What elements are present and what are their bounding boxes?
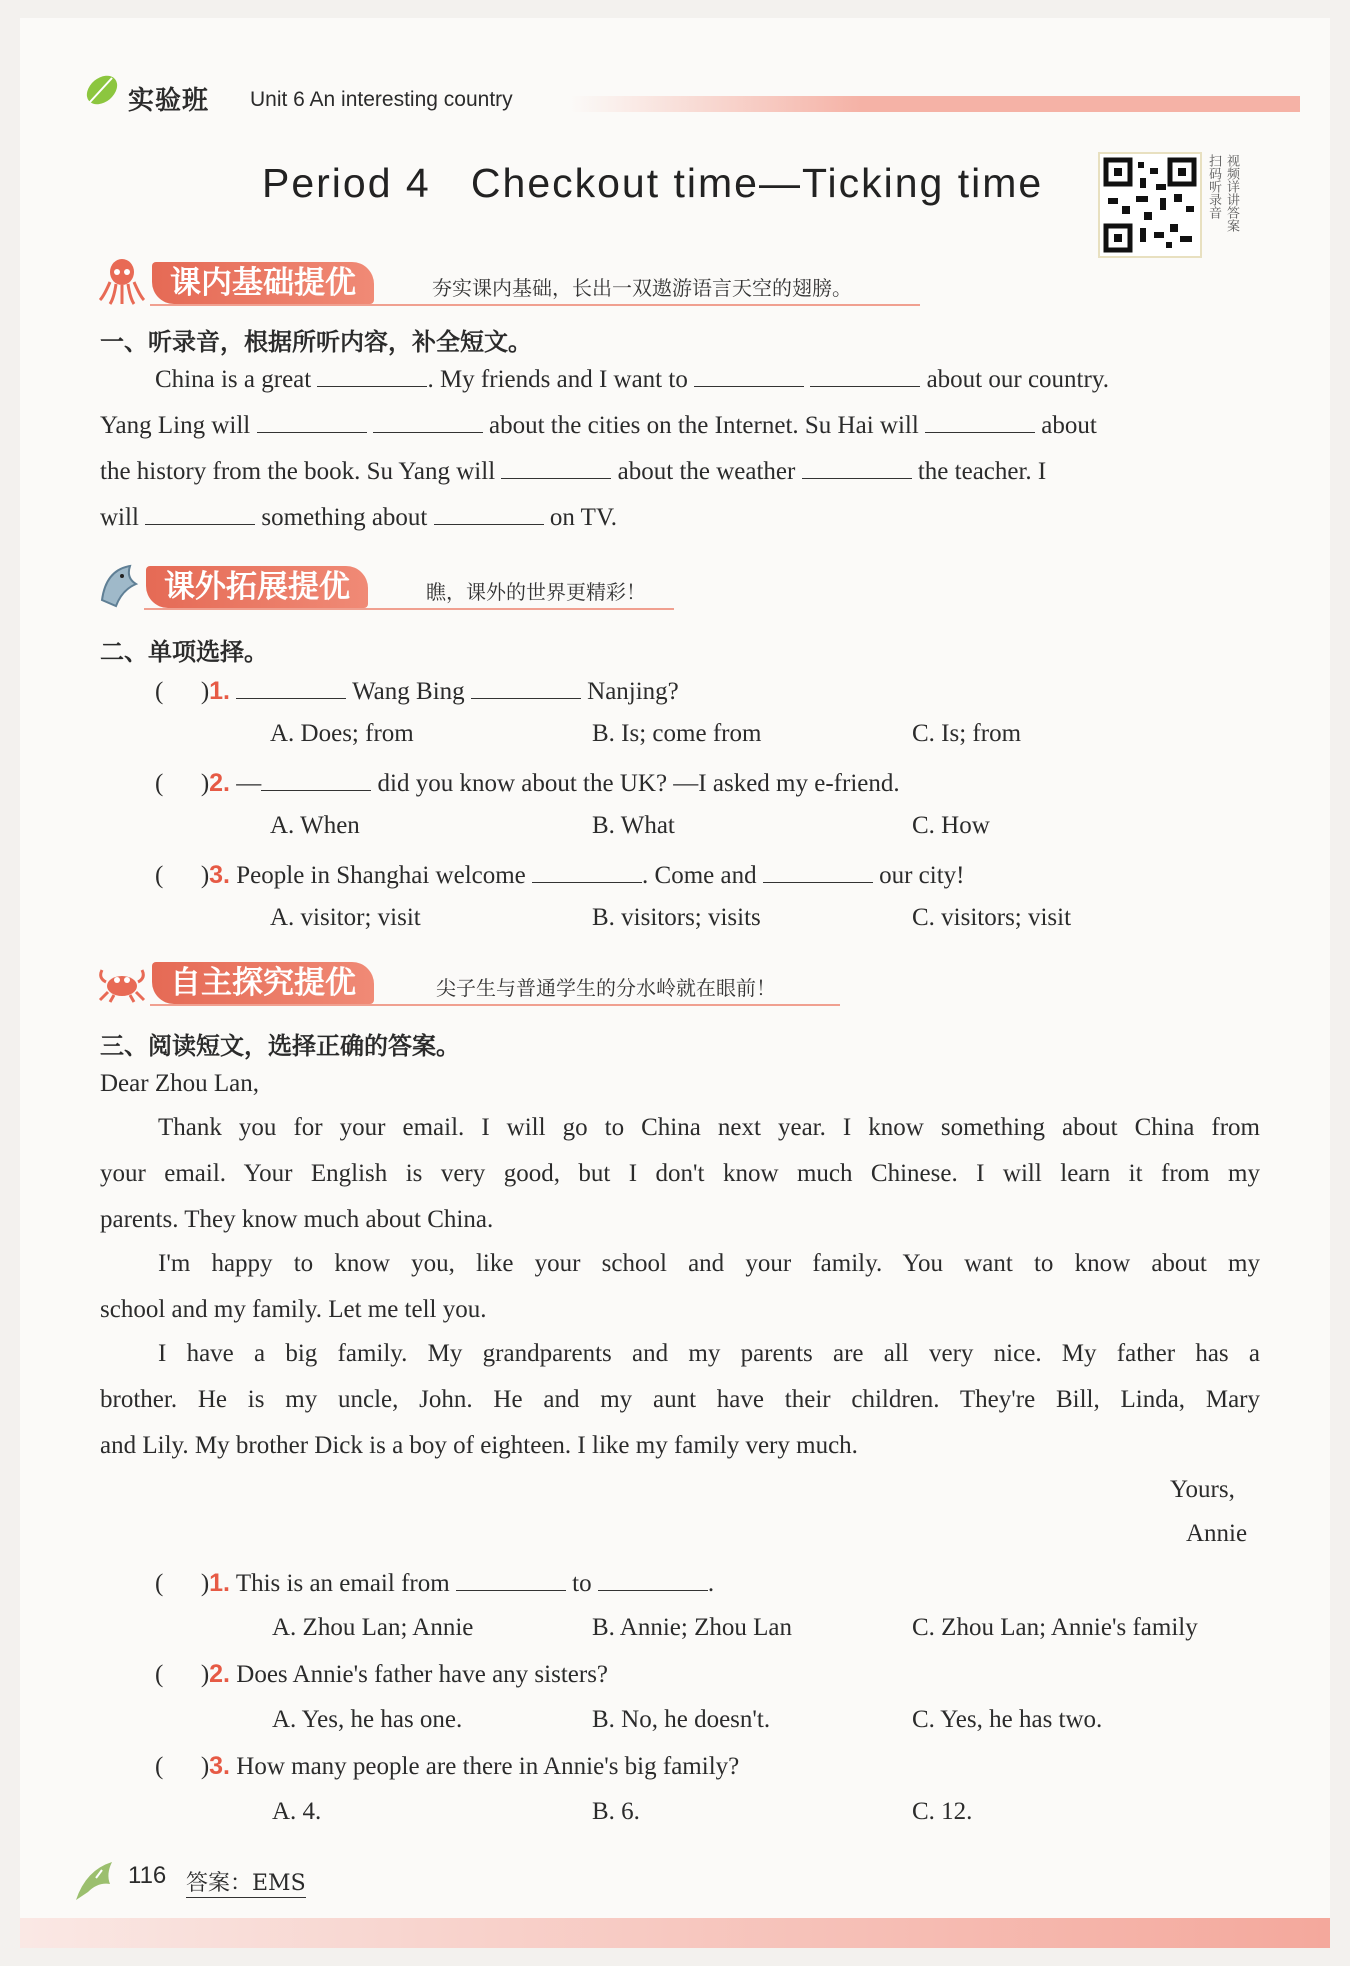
part1-line3 — [100, 456, 1046, 486]
blank-field[interactable] — [925, 410, 1035, 433]
letter-line: parents. They know much about China. — [100, 1206, 494, 1233]
letter-line: I have a big family. My grandparents and my parents are all very nice. My father has a — [158, 1340, 1260, 1367]
option-c[interactable]: C. Yes, he has two. — [912, 1706, 1103, 1733]
blank-field[interactable] — [501, 456, 611, 479]
unit-title: Unit 6 An interesting country — [250, 88, 513, 111]
option-b[interactable]: B. 6. — [592, 1798, 640, 1825]
topic-label: Checkout time—Ticking time — [470, 160, 1044, 206]
option-a[interactable]: A. Does; from — [270, 720, 414, 747]
section-note-extend: 瞧，课外的世界更精彩！ — [426, 580, 646, 604]
option-a[interactable]: A. Zhou Lan; Annie — [272, 1614, 474, 1641]
option-b[interactable]: B. What — [592, 812, 675, 839]
answer-bracket[interactable]: ( ) — [155, 862, 210, 889]
squid-icon — [96, 256, 148, 306]
part1-line4 — [100, 502, 617, 532]
blank-field[interactable] — [456, 1568, 566, 1591]
mc3-q3 — [155, 1752, 739, 1781]
page-number: 116 — [128, 1862, 167, 1889]
crab-icon — [96, 960, 148, 1004]
question-number: 3. — [209, 861, 231, 889]
option-b[interactable]: B. visitors; visits — [592, 904, 761, 931]
letter-line: and Lily. My brother Dick is a boy of eighteen. I like my family very much. — [100, 1432, 858, 1459]
blank-field[interactable] — [810, 364, 920, 387]
brand-name: 实验班 — [128, 86, 210, 116]
page-title — [262, 160, 1043, 207]
section-label-explore: 自主探究提优 — [152, 962, 374, 1004]
mc2-q1 — [155, 676, 679, 706]
mc2-q3 — [155, 860, 965, 890]
text: the history from the book. Su Yang will — [100, 458, 496, 485]
option-c[interactable]: C. Is; from — [912, 720, 1022, 747]
letter-sign-off: Yours, — [1170, 1476, 1235, 1503]
option-c[interactable]: C. Zhou Lan; Annie's family — [912, 1614, 1198, 1641]
letter-line: Thank you for your email. I will go to China next year. I know something about China from — [158, 1114, 1260, 1141]
letter-line: school and my family. Let me tell you. — [100, 1296, 487, 1323]
blank-field[interactable] — [802, 456, 912, 479]
section-note-basic: 夯实课内基础，长出一双遨游语言天空的翅膀。 — [432, 276, 852, 300]
option-a[interactable]: A. When — [270, 812, 360, 839]
mc3-q2 — [155, 1660, 608, 1689]
footer-band — [20, 1918, 1330, 1948]
blank-field[interactable] — [145, 502, 255, 525]
part1-line2 — [100, 410, 1097, 440]
letter-greeting: Dear Zhou Lan, — [100, 1070, 259, 1097]
blank-field[interactable] — [373, 410, 483, 433]
text: about our country. — [926, 366, 1109, 393]
letter-line: brother. He is my uncle, John. He and my aunt have their children. They're Bill, Linda, Mary — [100, 1386, 1260, 1413]
section-label-extend: 课外拓展提优 — [146, 566, 368, 608]
answer-code: 答案：EMS — [186, 1866, 306, 1898]
section-divider — [144, 608, 674, 610]
option-b[interactable]: B. Annie; Zhou Lan — [592, 1614, 792, 1641]
option-b[interactable]: B. No, he doesn't. — [592, 1706, 771, 1733]
blank-field[interactable] — [532, 860, 642, 883]
blank-field[interactable] — [694, 364, 804, 387]
part1-heading: 一、听录音，根据所听内容，补全短文。 — [100, 328, 532, 356]
part3-heading: 三、阅读短文，选择正确的答案。 — [100, 1032, 460, 1060]
text: our city! — [879, 862, 965, 889]
section-label-basic: 课内基础提优 — [152, 262, 374, 304]
letter-line: your email. Your English is very good, but I don't know much Chinese. I will learn it from my — [100, 1160, 1260, 1187]
blank-field[interactable] — [236, 676, 346, 699]
text: something about — [261, 504, 428, 531]
text: How many people are there in Annie's big family? — [236, 1753, 740, 1780]
answer-bracket[interactable]: ( ) — [155, 770, 210, 797]
text: Nanjing? — [587, 678, 679, 705]
question-number: 2. — [209, 769, 231, 797]
qr-side-text — [1206, 154, 1246, 232]
option-a[interactable]: A. visitor; visit — [270, 904, 421, 931]
part1-line1 — [155, 364, 1109, 394]
text: . — [707, 1570, 715, 1597]
letter-signature: Annie — [1186, 1520, 1248, 1547]
question-number: 3. — [209, 1752, 231, 1780]
answer-bracket[interactable]: ( ) — [155, 1753, 210, 1780]
text: on TV. — [549, 504, 618, 531]
text: This is an email from — [235, 1570, 450, 1597]
section-divider — [150, 1004, 840, 1006]
blank-field[interactable] — [261, 768, 371, 791]
period-label: Period 4 — [262, 160, 431, 206]
question-number: 1. — [209, 677, 231, 705]
option-c[interactable]: C. visitors; visit — [912, 904, 1072, 931]
blank-field[interactable] — [471, 676, 581, 699]
option-b[interactable]: B. Is; come from — [592, 720, 762, 747]
answer-bracket[interactable]: ( ) — [155, 1570, 210, 1597]
part2-heading: 二、单项选择。 — [100, 638, 268, 666]
text: . My friends and I want to — [427, 366, 688, 393]
qr-side-text-1: 扫码听录音 — [1206, 154, 1221, 219]
section-note-explore: 尖子生与普通学生的分水岭就在眼前！ — [436, 976, 776, 1000]
dolphin-icon — [72, 1856, 120, 1904]
blank-field[interactable] — [434, 502, 544, 525]
option-c[interactable]: C. How — [912, 812, 990, 839]
text: about — [1041, 412, 1097, 439]
option-a[interactable]: A. 4. — [272, 1798, 322, 1825]
question-number: 2. — [209, 1660, 231, 1688]
answer-bracket[interactable]: ( ) — [155, 1661, 210, 1688]
text: Yang Ling will — [100, 412, 251, 439]
option-c[interactable]: C. 12. — [912, 1798, 973, 1825]
letter-line: I'm happy to know you, like your school and your family. You want to know about my — [158, 1250, 1260, 1277]
qr-code-icon[interactable] — [1098, 152, 1202, 258]
text: China is a great — [155, 366, 312, 393]
header-stripe — [570, 96, 1300, 112]
text: . Come and — [642, 862, 757, 889]
mc3-q1 — [155, 1568, 714, 1598]
mc2-q2 — [155, 768, 900, 798]
text: the teacher. I — [917, 458, 1047, 485]
option-a[interactable]: A. Yes, he has one. — [272, 1706, 463, 1733]
text: will — [100, 504, 139, 531]
qr-side-text-2: 视频详讲答案 — [1224, 154, 1239, 232]
text: — — [236, 770, 262, 797]
text: to — [572, 1570, 592, 1597]
leaf-logo-icon — [82, 70, 122, 110]
text: Wang Bing — [352, 678, 465, 705]
text: did you know about the UK? —I asked my e-friend. — [377, 770, 900, 797]
question-number: 1. — [209, 1569, 231, 1597]
section-divider — [150, 304, 920, 306]
text: about the cities on the Internet. Su Hai will — [489, 412, 919, 439]
shark-icon — [96, 560, 142, 610]
text: Does Annie's father have any sisters? — [236, 1661, 609, 1688]
text: about the weather — [617, 458, 796, 485]
text: People in Shanghai welcome — [236, 862, 526, 889]
blank-field[interactable] — [763, 860, 873, 883]
blank-field[interactable] — [317, 364, 427, 387]
answer-bracket[interactable]: ( ) — [155, 678, 210, 705]
blank-field[interactable] — [257, 410, 367, 433]
blank-field[interactable] — [598, 1568, 708, 1591]
